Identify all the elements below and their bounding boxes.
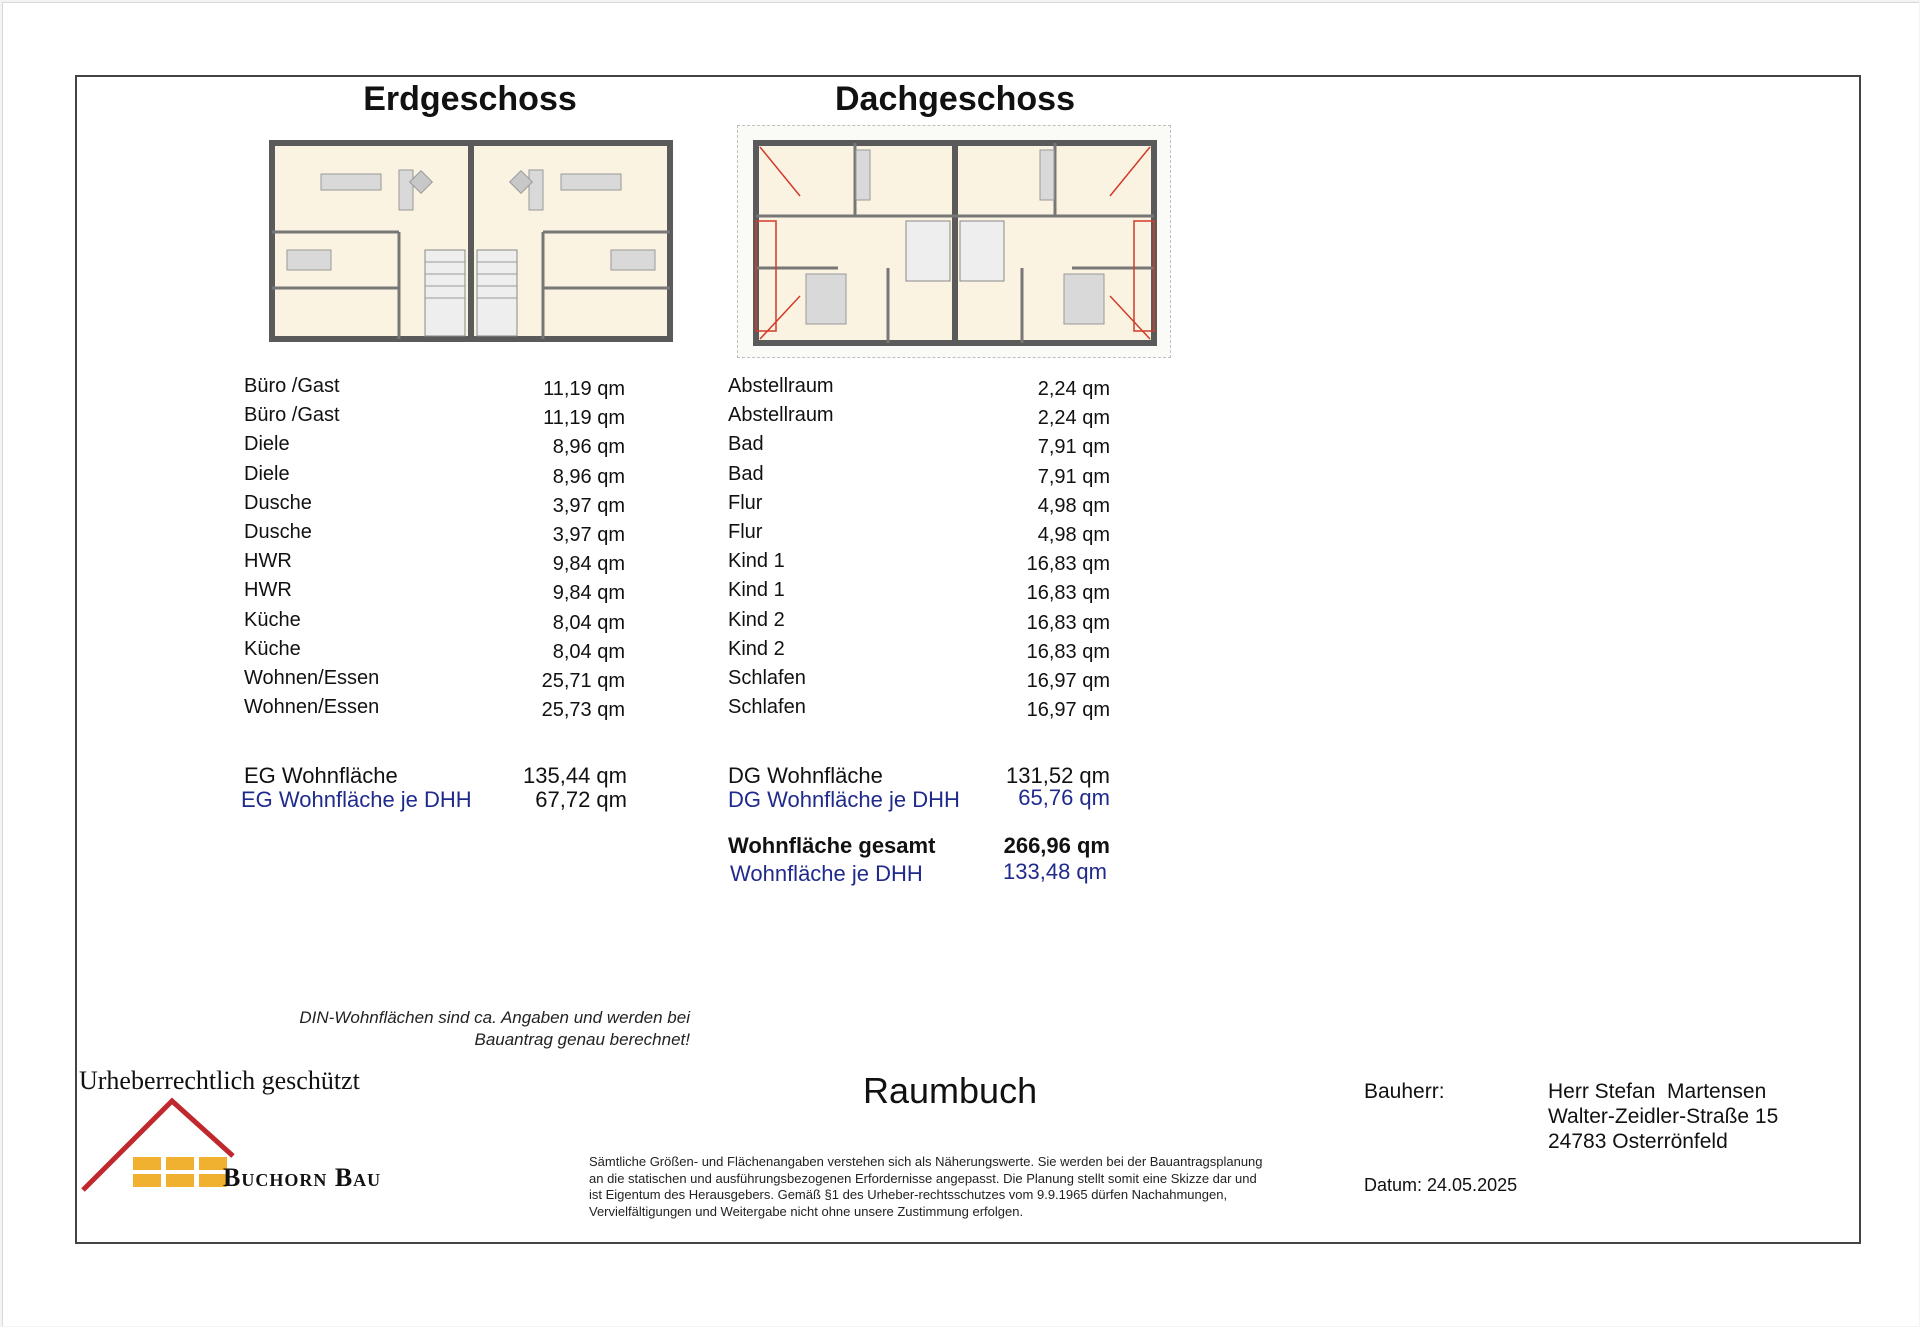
- list-item: Schlafen: [728, 696, 806, 719]
- bauherr-label: Bauherr:: [1364, 1080, 1445, 1103]
- list-item: Dusche: [244, 491, 312, 514]
- gesamt-per-dhh-value: 133,48 qm: [1003, 859, 1107, 884]
- list-item-value: 11,19 qm: [543, 407, 625, 430]
- gesamt-value: 266,96 qm: [1003, 833, 1110, 858]
- eg-total-label: EG Wohnfläche: [244, 763, 398, 788]
- eg-total-value: 135,44 qm: [523, 763, 627, 788]
- bauherr-city: 24783 Osterrönfeld: [1548, 1130, 1728, 1153]
- list-item: HWR: [244, 550, 292, 573]
- list-item: Büro /Gast: [244, 404, 340, 427]
- list-item-value: 3,97 qm: [552, 494, 625, 517]
- din-note: [240, 1007, 690, 1051]
- eg-room-areas: [473, 375, 625, 725]
- list-item: Küche: [244, 637, 301, 660]
- list-item-value: 3,97 qm: [552, 523, 625, 546]
- eg-heading: Erdgeschoss: [363, 80, 577, 118]
- list-item-value: 25,73 qm: [541, 699, 625, 722]
- document-title: Raumbuch: [863, 1070, 1038, 1111]
- gesamt-label: Wohnfläche gesamt: [728, 833, 936, 858]
- disclaimer: [589, 1154, 1309, 1220]
- list-item: Schlafen: [728, 666, 806, 689]
- list-item: HWR: [244, 579, 292, 602]
- list-item-value: 7,91 qm: [1037, 465, 1110, 488]
- dg-per-dhh-value: 65,76 qm: [1018, 785, 1110, 810]
- disclaimer-line: Sämtliche Größen- und Flächenangaben verstehen sich als Näherungswerte. Sie werden bei der Bauantragsplanung: [589, 1154, 1263, 1169]
- list-item-value: 16,83 qm: [1026, 582, 1110, 605]
- list-item: Kind 2: [728, 608, 785, 631]
- list-item-value: 16,97 qm: [1026, 699, 1110, 722]
- dg-room-areas: [958, 375, 1110, 725]
- list-item: Flur: [728, 491, 763, 514]
- copyright-text: Urheberrechtlich geschützt: [79, 1066, 360, 1095]
- list-item: Dusche: [244, 520, 312, 543]
- list-item: Kind 1: [728, 550, 785, 573]
- gesamt-per-dhh-label: Wohnfläche je DHH: [730, 861, 923, 886]
- list-item-value: 4,98 qm: [1037, 523, 1110, 546]
- dg-per-dhh-label: DG Wohnfläche je DHH: [728, 787, 960, 812]
- list-item: Kind 2: [728, 637, 785, 660]
- list-item: Abstellraum: [728, 375, 834, 397]
- list-item: Büro /Gast: [244, 375, 340, 397]
- list-item-value: 7,91 qm: [1037, 436, 1110, 459]
- list-item-value: 8,04 qm: [552, 640, 625, 663]
- list-item: Wohnen/Essen: [244, 666, 380, 689]
- list-item-value: 8,96 qm: [552, 436, 625, 459]
- dg-room-names: [728, 372, 834, 722]
- list-item: Flur: [728, 520, 763, 543]
- disclaimer-line: ist Eigentum des Herausgebers. Gemäß §1 des Urheber-rechtsschutzes vom 9.9.1965 dürfen Nachahmungen,: [589, 1187, 1228, 1202]
- dg-heading: Dachgeschoss: [835, 80, 1075, 118]
- list-item-value: 9,84 qm: [552, 582, 625, 605]
- list-item: Küche: [244, 608, 301, 631]
- list-item: Bad: [728, 433, 764, 456]
- din-note-line1: DIN-Wohnflächen sind ca. Angaben und werden bei: [299, 1008, 690, 1027]
- list-item-value: 9,84 qm: [552, 553, 625, 576]
- eg-floor-plan: [269, 140, 673, 342]
- list-item-value: 16,83 qm: [1026, 553, 1110, 576]
- list-item-value: 2,24 qm: [1037, 378, 1110, 400]
- list-item: Diele: [244, 433, 290, 456]
- list-item: Diele: [244, 462, 290, 485]
- din-note-line2: Bauantrag genau berechnet!: [474, 1030, 690, 1049]
- list-item: Wohnen/Essen: [244, 696, 380, 719]
- eg-room-names: [244, 372, 379, 722]
- brand-name: Buchorn Bau: [223, 1163, 382, 1192]
- bauherr-street: Walter-Zeidler-Straße 15: [1548, 1105, 1779, 1128]
- dg-total-label: DG Wohnfläche: [728, 763, 883, 788]
- list-item-value: 16,83 qm: [1026, 640, 1110, 663]
- bauherr-name: Herr Stefan Martensen: [1548, 1080, 1767, 1103]
- dg-floor-plan: [737, 125, 1171, 358]
- dg-total-value: 131,52 qm: [1006, 763, 1110, 788]
- disclaimer-line: an die statischen und ausführungsbezogenen Erfordernisse angepasst. Die Planung stellt somit eine Skizze dar und: [589, 1170, 1257, 1186]
- document-page: [2, 2, 1919, 1326]
- list-item-value: 16,97 qm: [1026, 669, 1110, 692]
- list-item-value: 4,98 qm: [1037, 494, 1110, 517]
- eg-per-dhh-label: EG Wohnfläche je DHH: [241, 787, 472, 812]
- list-item-value: 25,71 qm: [541, 669, 625, 692]
- list-item: Abstellraum: [728, 404, 834, 427]
- eg-per-dhh-value: 67,72 qm: [535, 787, 627, 812]
- list-item-value: 8,96 qm: [552, 465, 625, 488]
- list-item-value: 11,19 qm: [543, 378, 625, 400]
- list-item: Bad: [728, 462, 764, 485]
- list-item-value: 2,24 qm: [1037, 407, 1110, 430]
- list-item-value: 8,04 qm: [552, 611, 625, 634]
- disclaimer-line: Vervielfältigungen und Weitergabe nicht ohne unsere Zustimmung erfolgen.: [589, 1203, 1024, 1219]
- list-item-value: 16,83 qm: [1026, 611, 1110, 634]
- list-item: Kind 1: [728, 579, 785, 602]
- date-text: Datum: 24.05.2025: [1364, 1175, 1518, 1195]
